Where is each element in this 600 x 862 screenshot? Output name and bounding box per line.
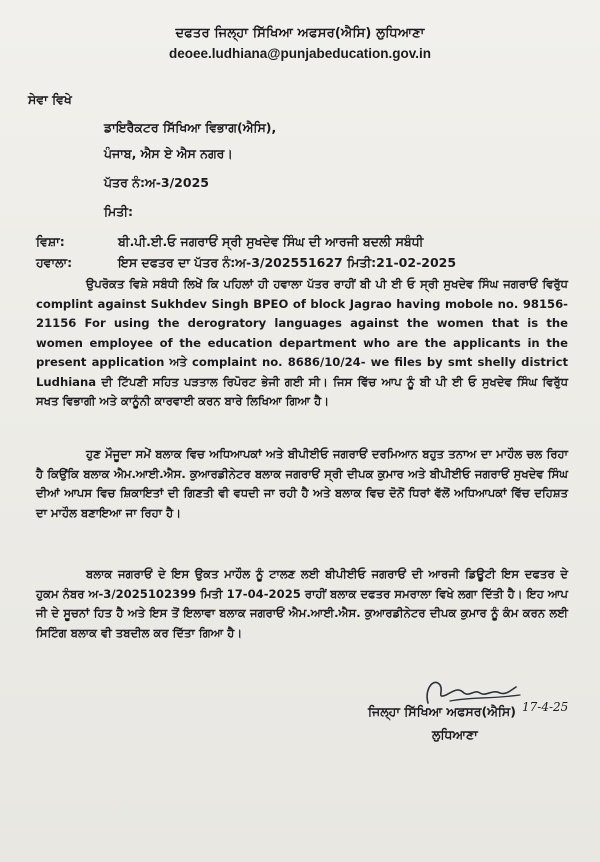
paragraph-2-text: ਹੁਣ ਮੌਜੂਦਾ ਸਮੇਂ ਬਲਾਕ ਵਿਚ ਅਧਿਆਪਕਾਂ ਅਤੇ ਬੀਪੀਈਓ ਜਗਰਾਓਂ ਦਰਮਿਆਨ ਬਹੁਤ ਤਨਾਅ ਦਾ ਮਾਹੌਲ ਚਲ ਰਿਹਾ ਹੈ ਕਿਉਂਕਿ ਬਲਾਕ ਐਮ.ਆਈ.ਐਸ. ਕੁਆਰਡੀਨੇਟਰ ਬਲਾਕ ਜਗਰਾਓਂ ਸ੍ਰੀ ਦੀਪਕ ਕੁਮਾਰ ਅਤੇ ਬੀਪੀਈਓ ਜਗਰਾਓਂ ਸੁਖਦੇਵ ਸਿੰਘ ਦੀਆਂ ਆਪਸ ਵਿਚ ਸ਼ਿਕਾਇਤਾਂ ਦੀ ਗਿਣਤੀ ਵੀ ਵਧਦੀ ਜਾ ਰਹੀ ਹੈ ਅਤੇ ਬਲਾਕ ਵਿਚ ਦੋਨੋਂ ਧਿਰਾਂ ਵੱਲੋਂ ਅਧਿਆਪਕਾਂ ਵਿੱਚ ਦਹਿਸ਼ਤ ਦਾ ਮਾਹੌਲ ਬਣਾਇਆ ਜਾ ਰਿਹਾ ਹੈ। [36, 447, 568, 520]
reference-text: ਇਸ ਦਫਤਰ ਦਾ ਪੱਤਰ ਨੰ:ਅ-3/202551627 ਮਿਤੀ:21-02-2025 [118, 255, 457, 270]
letter-number: ਪੱਤਰ ਨੰ:ਅ-3/2025 [104, 175, 209, 190]
paragraph-3-text: ਬਲਾਕ ਜਗਰਾਓਂ ਦੇ ਇਸ ਉਕਤ ਮਾਹੌਲ ਨੂੰ ਟਾਲਣ ਲਈ ਬੀਪੀਈਓ ਜਗਰਾਓਂ ਦੀ ਆਰਜੀ ਡਿਊਟੀ ਇਸ ਦਫਤਰ ਦੇ ਹੁਕਮ ਨੰਬਰ ਅ-3/2025102399 ਮਿਤੀ 17-04-2025 ਰਾਹੀਂ ਬਲਾਕ ਦਫਤਰ ਸਮਰਾਲਾ ਵਿਖੇ ਲਗਾ ਦਿੱਤੀ ਹੈ। ਇਹ ਆਪ ਜੀ ਦੇ ਸੂਚਨਾਂ ਹਿਤ ਹੈ ਅਤੇ ਇਸ ਤੋਂ ਇਲਾਵਾ ਬਲਾਕ ਜਗਰਾਓਂ ਐਮ.ਆਈ.ਐਸ. ਕੁਆਰਡੀਨੇਟਰ ਦੀਪਕ ਕੁਮਾਰ ਨੂੰ ਕੰਮ ਕਰਨ ਲਈ ਸਿਟਿੰਗ ਬਲਾਕ ਵੀ ਤਬਦੀਲ ਕਰ ਦਿੱਤਾ ਗਿਆ ਹੈ। [36, 567, 568, 640]
addressee-line-2: ਪੰਜਾਬ, ਐਸ ਏ ਐਸ ਨਗਰ। [104, 146, 233, 161]
office-email: deoee.ludhiana@punjabeducation.gov.in [169, 46, 431, 61]
salutation: ਸੇਵਾ ਵਿਖੇ [28, 92, 72, 107]
paragraph-1 [36, 275, 568, 412]
paragraph-3 [36, 565, 568, 643]
signature-date: 17-4-25 [522, 700, 569, 714]
signatory-title: ਜਿਲ੍ਹਾ ਸਿੱਖਿਆ ਅਫਸਰ(ਐਸਿ) [368, 704, 516, 719]
paragraph-2 [36, 445, 568, 523]
signatory-city: ਲੁਧਿਆਣਾ [432, 727, 478, 742]
office-header: ਦਫਤਰ ਜਿਲ੍ਹਾ ਸਿੱਖਿਆ ਅਫਸਰ(ਐਸਿ) ਲੁਧਿਆਣਾ [175, 26, 425, 41]
reference-label: ਹਵਾਲਾ: [36, 255, 73, 270]
paragraph-1-text: ਉਪਰੋਕਤ ਵਿਸ਼ੇ ਸਬੰਧੀ ਲਿਖੇਂ ਕਿ ਪਹਿਲਾਂ ਹੀ ਹਵਾਲਾ ਪੱਤਰ ਰਾਹੀਂ ਬੀ ਪੀ ਈ ਓ ਸ੍ਰੀ ਸੁਖਦੇਵ ਸਿੰਘ ਜਗਰਾਓਂ ਵਿਰੁੱਧ complint against Sukhdev Singh BPEO of block Jagrao having mobole no. 98156-21156 For using the derogratory languages against the women that is the women employee of the education department who are the applicants in the present application ਅਤੇ complaint no. 8686/10/24- we files by smt shelly district Ludhiana ਦੀ ਟਿੱਪਣੀ ਸਹਿਤ ਪੜਤਾਲ ਰਿਪੋਰਟ ਭੇਜੀ ਗਈ ਸੀ। ਜਿਸ ਵਿੱਚ ਆਪ ਨੂੰ ਬੀ ਪੀ ਈ ਓ ਸੁਖਦੇਵ ਸਿੰਘ ਵਿਰੁੱਧ ਸਖਤ ਵਿਭਾਗੀ ਅਤੇ ਕਾਨੂੰਨੀ ਕਾਰਵਾਈ ਕਰਨ ਬਾਰੇ ਲਿਖਿਆ ਗਿਆ ਹੈ। [36, 277, 568, 408]
subject-label: ਵਿਸ਼ਾ: [36, 234, 65, 249]
addressee-line-1: ਡਾਇਰੈਕਟਰ ਸਿੱਖਿਆ ਵਿਭਾਗ(ਐਸਿ), [104, 120, 277, 135]
date-label: ਮਿਤੀ: [104, 204, 134, 219]
subject-text: ਬੀ.ਪੀ.ਈ.ਓ ਜਗਰਾਓਂ ਸ੍ਰੀ ਸੁਖਦੇਵ ਸਿੰਘ ਦੀ ਆਰਜੀ ਬਦਲੀ ਸਬੰਧੀ [118, 234, 424, 249]
